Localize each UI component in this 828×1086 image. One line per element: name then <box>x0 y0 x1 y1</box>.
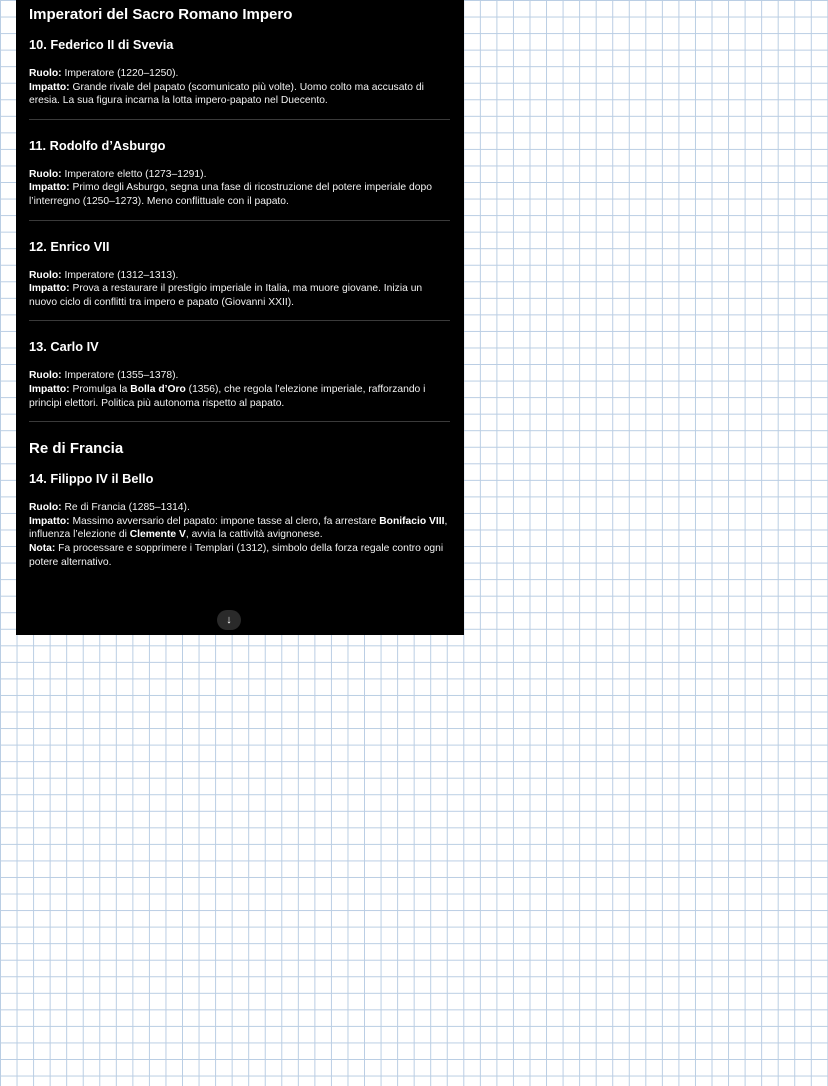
impatto-line <box>29 81 450 108</box>
ruolo-text: Imperatore (1312–1313). <box>61 269 179 281</box>
divider <box>29 421 450 422</box>
ruolo-label: Ruolo: <box>29 269 62 281</box>
impatto-text-pre: Massimo avversario del papato: impone tasse al clero, fa arrestare <box>69 515 380 527</box>
divider <box>29 119 450 120</box>
section-heading-emperors: Imperatori del Sacro Romano Impero <box>29 6 293 23</box>
nota-line <box>29 542 450 569</box>
document-panel <box>16 0 464 635</box>
impatto-text: Prova a restaurare il prestigio imperiale in Italia, ma muore giovane. Inizia un nuovo ciclo di conflitti tra impero e papato (Giovanni XXII). <box>29 283 423 308</box>
ruolo-line <box>29 67 450 81</box>
ruolo-line <box>29 501 450 515</box>
impatto-line <box>29 282 450 309</box>
impatto-text-pre: Promulga la <box>69 383 131 395</box>
section-heading-france: Re di Francia <box>29 440 124 458</box>
impatto-text: Grande rivale del papato (scomunicato più volte). Uomo colto ma accusato di eresia. La sua figura incarna la lotta impero-papato nel Duecento. <box>29 81 424 107</box>
ruolo-text: Imperatore (1220–1250). <box>61 68 179 79</box>
divider <box>29 220 450 221</box>
ruolo-text: Imperatore eletto (1273–1291). <box>61 168 207 180</box>
entry-rodolfo <box>29 138 450 209</box>
nota-label: Nota: <box>29 542 56 554</box>
entry-body <box>29 501 450 569</box>
entry-title: 13. Carlo IV <box>29 339 99 355</box>
impatto-text-post: , avvia la cattività avignonese. <box>185 529 323 541</box>
impatto-text-mid: , influenza l’elezione di <box>29 515 448 541</box>
scroll-down-button[interactable] <box>217 610 241 630</box>
impatto-label: Impatto: <box>29 283 70 295</box>
ruolo-line <box>29 269 450 283</box>
ruolo-label: Ruolo: <box>29 68 62 79</box>
entry-title: 12. Enrico VII <box>29 238 110 254</box>
nota-text: Fa processare e sopprimere i Templari (1312), simbolo della forza regale contro ogni potere alternativo. <box>29 542 444 568</box>
entry-federico-ii <box>29 37 450 108</box>
entry-filippo-iv <box>29 471 450 569</box>
bonifacio-bold: Bonifacio VIII <box>379 515 445 527</box>
impatto-line <box>29 515 450 542</box>
ruolo-line <box>29 369 450 383</box>
impatto-text: Primo degli Asburgo, segna una fase di ricostruzione del potere imperiale dopo l’interregno (1250–1273). Meno conflittuale con il papato. <box>29 182 432 207</box>
entry-carlo-iv <box>29 339 450 410</box>
impatto-label: Impatto: <box>29 182 70 194</box>
ruolo-label: Ruolo: <box>29 168 62 180</box>
entry-body <box>29 168 450 209</box>
impatto-label: Impatto: <box>29 383 70 395</box>
entry-body <box>29 269 450 310</box>
clemente-bold: Clemente V <box>129 529 186 541</box>
entry-enrico-vii <box>29 239 450 310</box>
ruolo-text: Re di Francia (1285–1314). <box>61 502 190 514</box>
impatto-label: Impatto: <box>29 81 70 93</box>
divider <box>29 320 450 321</box>
arrow-down-icon: ↓ <box>226 614 232 626</box>
impatto-line <box>29 181 450 208</box>
ruolo-label: Ruolo: <box>29 502 62 514</box>
ruolo-text: Imperatore (1355–1378). <box>61 370 179 382</box>
entry-body <box>29 67 450 108</box>
entry-title: 14. Filippo IV il Bello <box>29 471 154 487</box>
entry-body <box>29 369 450 410</box>
ruolo-label: Ruolo: <box>29 370 62 382</box>
impatto-text-post: (1356), che regola l’elezione imperiale, rafforzando i principi elettori. Politica più autonoma rispetto al papato. <box>29 383 426 409</box>
entry-title: 10. Federico II di Svevia <box>29 37 174 52</box>
entry-title: 11. Rodolfo d’Asburgo <box>29 137 166 153</box>
bolla-d-oro-bold: Bolla d’Oro <box>130 383 186 395</box>
impatto-line <box>29 383 450 410</box>
impatto-label: Impatto: <box>29 515 70 527</box>
ruolo-line <box>29 168 450 182</box>
